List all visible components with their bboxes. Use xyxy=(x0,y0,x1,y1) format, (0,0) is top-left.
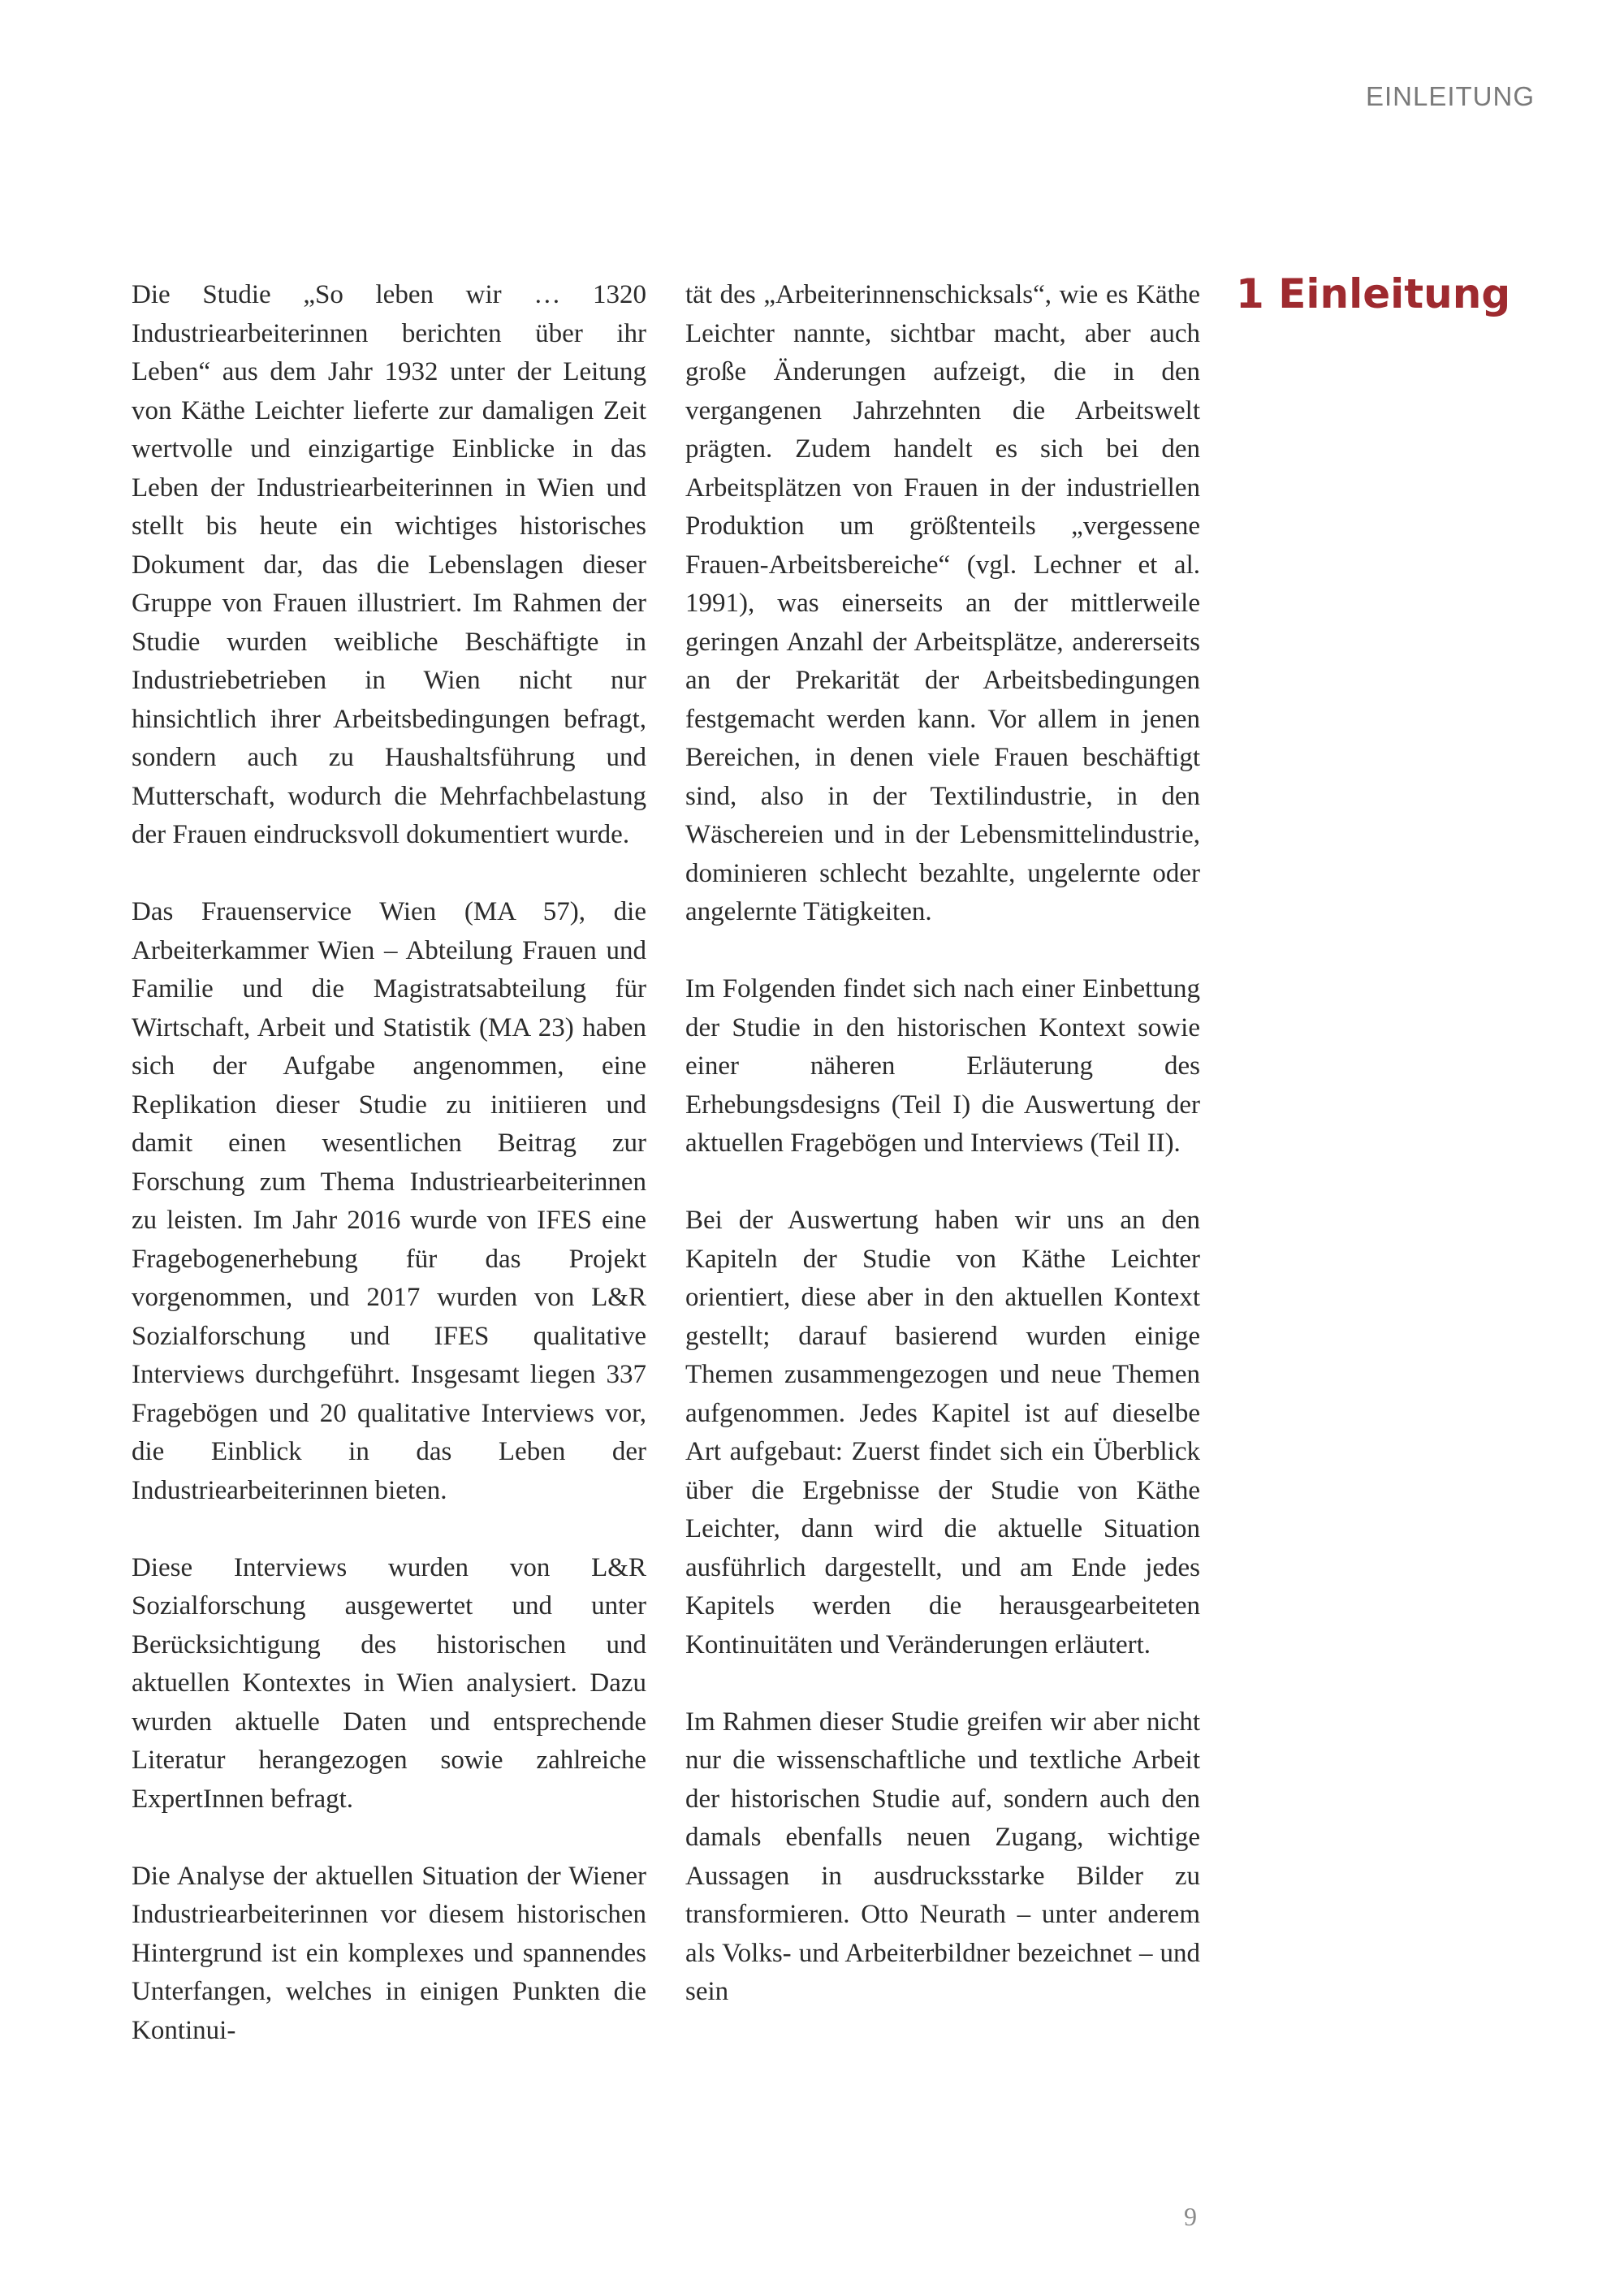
paragraph: Im Folgenden findet sich nach einer Einbettung der Studie in den historischen Kontext sowie einer näheren Erläuterung des Erhebungsdesigns (Teil I) die Auswertung der aktuellen Fragebögen und Interviews (Teil II). xyxy=(685,974,1200,1158)
text-column-right xyxy=(685,276,1200,2012)
text-column-left xyxy=(132,276,646,2050)
paragraph: Im Rahmen dieser Studie greifen wir aber nicht nur die wissenschaftliche und textliche Arbeit der historischen Studie auf, sondern auch den damals ebenfalls neuen Zugang, wichtige Aussagen in ausdrucksstarke Bilder zu transformieren. Otto Neurath – unter anderem als Volks- und Arbeiterbildner bezeichnet – und sein xyxy=(685,1707,1200,2006)
page-number: 9 xyxy=(1184,2202,1197,2231)
paragraph: Die Analyse der aktuellen Situation der Wiener Industriearbeiterinnen vor diesem historischen Hintergrund ist ein komplexes und spannendes Unterfangen, welches in einigen Punkten die Kontinui- xyxy=(132,1861,646,2045)
paragraph: Die Studie „So leben wir … 1320 Industriearbeiterinnen berichten über ihr Leben“ aus dem Jahr 1932 unter der Leitung von Käthe Leichter lieferte zur damaligen Zeit wertvolle und einzigartige Einblicke in das Leben der Industriearbeiterinnen in Wien und stellt bis heute ein wichtiges historisches Dokument dar, das die Lebenslagen dieser Gruppe von Frauen illustriert. Im Rahmen der Studie wurden weibliche Beschäftigte in Industriebetrieben in Wien nicht nur hinsichtlich ihrer Arbeitsbedingungen befragt, sondern auch zu Haushaltsführung und Mutterschaft, wodurch die Mehrfachbelastung der Frauen eindrucksvoll dokumentiert wurde. xyxy=(132,280,646,849)
paragraph: Bei der Auswertung haben wir uns an den Kapiteln der Studie von Käthe Leichter orientiert, diese aber in den aktuellen Kontext gestellt; darauf basierend wurden einige Themen zusammengezogen und neue Themen aufgenommen. Jedes Kapitel ist auf dieselbe Art aufgebaut: Zuerst findet sich ein Überblick über die Ergebnisse der Studie von Käthe Leichter, dann wird die aktuelle Situation ausführlich dargestellt, und am Ende jedes Kapitels werden die herausgearbeiteten Kontinuitäten und Veränderungen erläutert. xyxy=(685,1206,1200,1659)
chapter-heading: 1 Einleitung xyxy=(1236,270,1511,317)
paragraph: Das Frauenservice Wien (MA 57), die Arbeiterkammer Wien – Abteilung Frauen und Familie und die Magistratsabteilung für Wirtschaft, Arbeit und Statistik (MA 23) haben sich der Aufgabe angenommen, eine Replikation dieser Studie zu initiieren und damit einen wesentlichen Beitrag zur Forschung zum Thema Industriearbeiterinnen zu leisten. Im Jahr 2016 wurde von IFES eine Fragebogenerhebung für das Projekt vorgenommen, und 2017 wurden von L&R Sozialforschung und IFES qualitative Interviews durchgeführt. Insgesamt liegen 337 Fragebögen und 20 qualitative Interviews vor, die Einblick in das Leben der Industriearbeiterinnen bieten. xyxy=(132,897,646,1505)
paragraph: tät des „Arbeiterinnenschicksals“, wie es Käthe Leichter nannte, sichtbar macht, aber auch große Änderungen aufzeigt, die in den vergangenen Jahrzehnten die Arbeitswelt prägten. Zudem handelt es sich bei den Arbeitsplätzen von Frauen in der industriellen Produktion um größtenteils „vergessene Frauen-Arbeitsbereiche“ (vgl. Lechner et al. 1991), was einerseits an der mittlerweile geringen Anzahl der Arbeitsplätze, andererseits an der Prekarität der Arbeitsbedingungen festgemacht werden kann. Vor allem in jenen Bereichen, in denen viele Frauen beschäftigt sind, also in der Textilindustrie, in den Wäschereien und in der Lebensmittelindustrie, dominieren schlecht bezahlte, ungelernte oder angelernte Tätigkeiten. xyxy=(685,280,1200,926)
running-header: EINLEITUNG xyxy=(1365,81,1535,111)
paragraph: Diese Interviews wurden von L&R Sozialforschung ausgewertet und unter Berücksichtigung des historischen und aktuellen Kontextes in Wien analysiert. Dazu wurden aktuelle Daten und entsprechende Literatur herangezogen sowie zahlreiche ExpertInnen befragt. xyxy=(132,1552,646,1814)
